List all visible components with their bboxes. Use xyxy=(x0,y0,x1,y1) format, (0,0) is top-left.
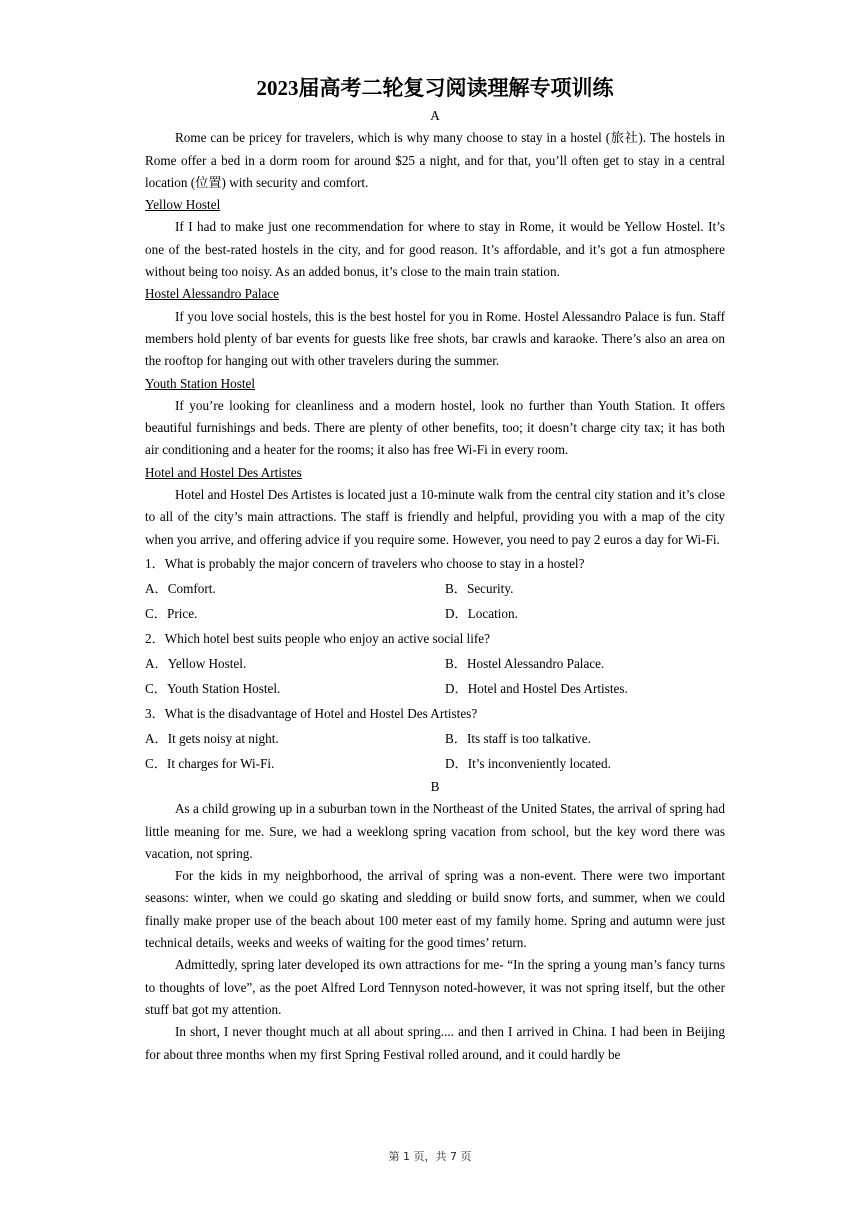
section-a-intro: Rome can be pricey for travelers, which is why many choose to stay in a hostel (旅社). The hostels in Rome offer a bed in a dorm room for around $25 a night, and for that, you’ll often get to stay in a central location (位置) with security and comfort. xyxy=(145,130,725,190)
option-d: D．Location. xyxy=(445,605,518,621)
question-2-options xyxy=(145,651,725,701)
section-a-label: A xyxy=(430,108,440,123)
option-c: C．Youth Station Hostel. xyxy=(145,680,281,696)
option-d: D．Hotel and Hostel Des Artistes. xyxy=(445,680,628,696)
hostel-description: If you’re looking for cleanliness and a modern hostel, look no further than Youth Station. It offers beautiful furnishings and beds. There are plenty of other benefits, too; it doesn’t charge city tax; it has both air conditioning and a heater for the rooms; it also has free Wi-Fi in every room. xyxy=(145,397,725,458)
option-c: C．It charges for Wi-Fi. xyxy=(145,755,275,771)
section-b-paragraph: For the kids in my neighborhood, the arrival of spring was a non-event. There were two important seasons: winter, when we could go skating and sledding or build snow forts, and summer, when we could finally make proper use of the beach about 100 meter east of my family home. Spring and autumn were just technical details, weeks and weeks of waiting for the good times’ return. xyxy=(145,868,725,951)
section-b-paragraph: In short, I never thought much at all about spring.... and then I arrived in China. I had been in Beijing for about three months when my first Spring Festival rolled around, and it could hardly be xyxy=(145,1024,725,1062)
question-1: 1．What is probably the major concern of travelers who choose to stay in a hostel? xyxy=(145,555,585,571)
question-2: 2．Which hotel best suits people who enjoy an active social life? xyxy=(145,630,490,646)
document-page xyxy=(145,70,725,1066)
hostel-description: Hotel and Hostel Des Artistes is located just a 10-minute walk from the central city station and it’s close to all of the city’s main attractions. The staff is friendly and helpful, providing you with a map of the city when you arrive, and offering advice if you require some. However, you need to pay 2 euros a day for Wi-Fi. xyxy=(145,487,725,547)
hostel-heading: Youth Station Hostel xyxy=(145,375,256,391)
option-b: B．Hostel Alessandro Palace. xyxy=(445,655,605,671)
question-1-options xyxy=(145,576,725,626)
hostel-heading: Hotel and Hostel Des Artistes xyxy=(145,464,302,480)
option-a: A．Comfort. xyxy=(145,580,216,596)
hostel-description: If I had to make just one recommendation for where to stay in Rome, it would be Yellow Hostel. It’s one of the best-rated hostels in the city, and for good reason. It’s affordable, and it’s got a fun atmosphere without being too noisy. As an added bonus, it’s close to the main train station. xyxy=(145,219,725,280)
option-a: A．Yellow Hostel. xyxy=(145,655,247,671)
hostel-heading: Yellow Hostel xyxy=(145,197,221,213)
section-b-paragraph: Admittedly, spring later developed its own attractions for me- “In the spring a young man’s fancy turns to thoughts of love”, as the poet Alfred Lord Tennyson noted-however, it was not spring itself, but the other stuff bat got my attention. xyxy=(145,957,725,1017)
option-d: D．It’s inconveniently located. xyxy=(445,755,611,771)
question-3: 3．What is the disadvantage of Hotel and Hostel Des Artistes? xyxy=(145,705,478,721)
page-footer: 第 1 页，共 7 页 xyxy=(388,1150,472,1163)
option-b: B．Security. xyxy=(445,580,514,596)
question-3-options xyxy=(145,726,725,776)
section-b-label: B xyxy=(430,778,440,794)
option-c: C．Price. xyxy=(145,605,198,621)
option-a: A．It gets noisy at night. xyxy=(145,730,279,746)
section-b-paragraph: As a child growing up in a suburban town in the Northeast of the United States, the arrival of spring had little meaning for me. Sure, we had a weeklong spring vacation from school, but the key word there was vacation, not spring. xyxy=(145,801,725,861)
hostel-heading: Hostel Alessandro Palace xyxy=(145,286,280,302)
option-b: B．Its staff is too talkative. xyxy=(445,730,591,746)
hostel-description: If you love social hostels, this is the best hostel for you in Rome. Hostel Alessandro Palace is fun. Staff members hold plenty of bar events for guests like free shots, bar crawls and karaoke. There’s also an area on the rooftop for hanging out with other travelers during the summer. xyxy=(145,308,725,369)
page-title: 2023届高考二轮复习阅读理解专项训练 xyxy=(256,76,614,100)
